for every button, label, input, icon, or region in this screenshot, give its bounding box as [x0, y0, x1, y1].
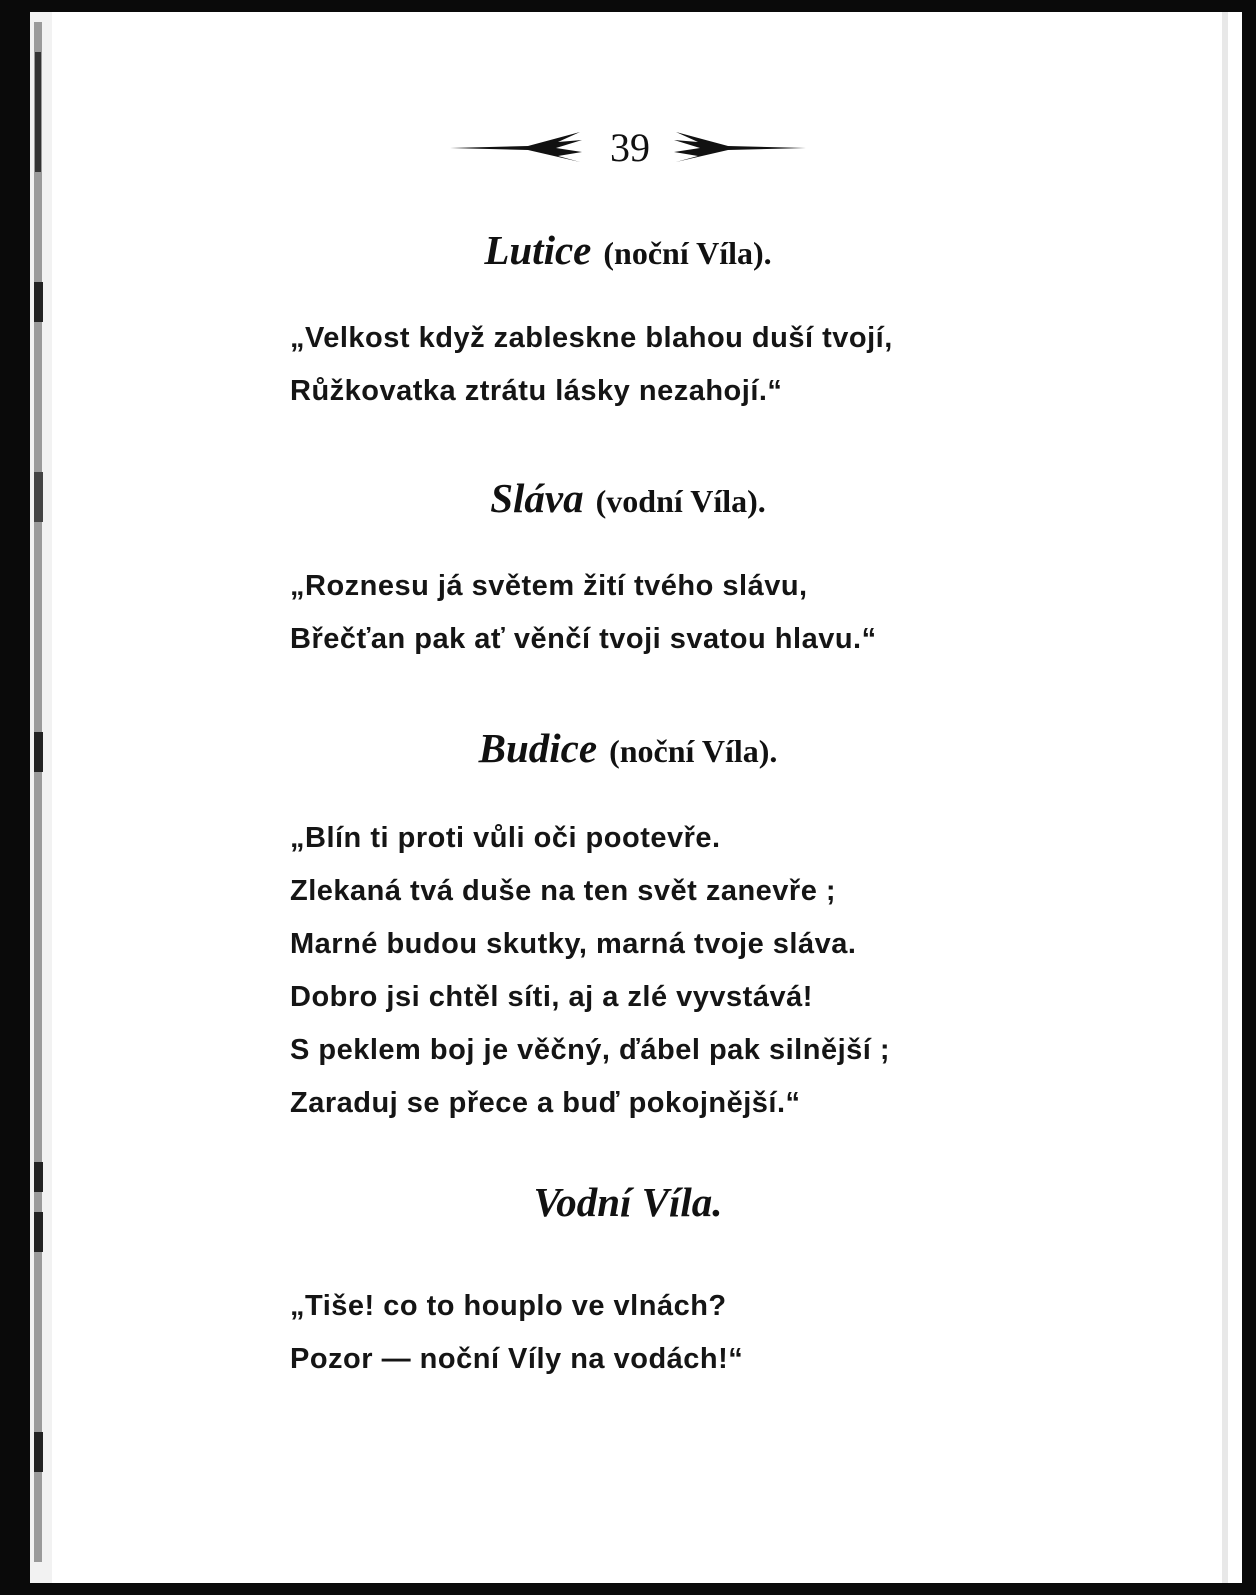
- section-heading-vodni-vila: [0, 1180, 1256, 1227]
- section-title: Lutice: [484, 227, 592, 273]
- verse-line: Zaraduj se přece a buď pokojnější.“: [290, 1087, 801, 1119]
- section-subtitle: (vodní Víla).: [595, 483, 766, 519]
- verse-line: „Blín ti proti vůli oči pootevře.: [290, 822, 721, 854]
- page-number: 39: [610, 125, 650, 170]
- verse-line: Pozor — noční Víly na vodách!“: [290, 1343, 744, 1375]
- right-ornament-icon: [668, 126, 808, 166]
- verse-line: Břečťan pak ať věnčí tvoji svatou hlavu.“: [290, 623, 877, 655]
- stanza-slava: [290, 560, 877, 666]
- verse-line: S peklem boj je věčný, ďábel pak silnější ;: [290, 1034, 891, 1066]
- section-title: Budice: [478, 725, 598, 771]
- verse-line: Růžkovatka ztrátu lásky nezahojí.“: [290, 375, 783, 407]
- section-heading-budice: [0, 726, 1256, 773]
- verse-line: Zlekaná tvá duše na ten svět zanevře ;: [290, 875, 837, 907]
- section-subtitle: (noční Víla).: [603, 235, 772, 271]
- stanza-budice: [290, 812, 890, 1130]
- verse-line: Dobro jsi chtěl síti, aj a zlé vyvstává!: [290, 981, 813, 1013]
- scan-border-bottom: [0, 1583, 1256, 1595]
- section-heading-lutice: [0, 228, 1256, 275]
- verse-line: Marné budou skutky, marná tvoje sláva.: [290, 928, 857, 960]
- stanza-lutice: [290, 312, 893, 418]
- section-heading-slava: [0, 476, 1256, 523]
- section-title: Vodní Víla.: [533, 1179, 723, 1225]
- page-header: [440, 118, 820, 178]
- verse-line: „Tiše! co to houplo ve vlnách?: [290, 1290, 727, 1322]
- section-subtitle: (noční Víla).: [609, 733, 778, 769]
- scan-border-top: [0, 0, 1256, 12]
- verse-line: „Roznesu já světem žití tvého slávu,: [290, 570, 808, 602]
- verse-line: „Velkost když zableskne blahou duší tvojí,: [290, 322, 893, 354]
- stanza-vodni-vila: [290, 1280, 743, 1386]
- section-title: Sláva: [490, 475, 584, 521]
